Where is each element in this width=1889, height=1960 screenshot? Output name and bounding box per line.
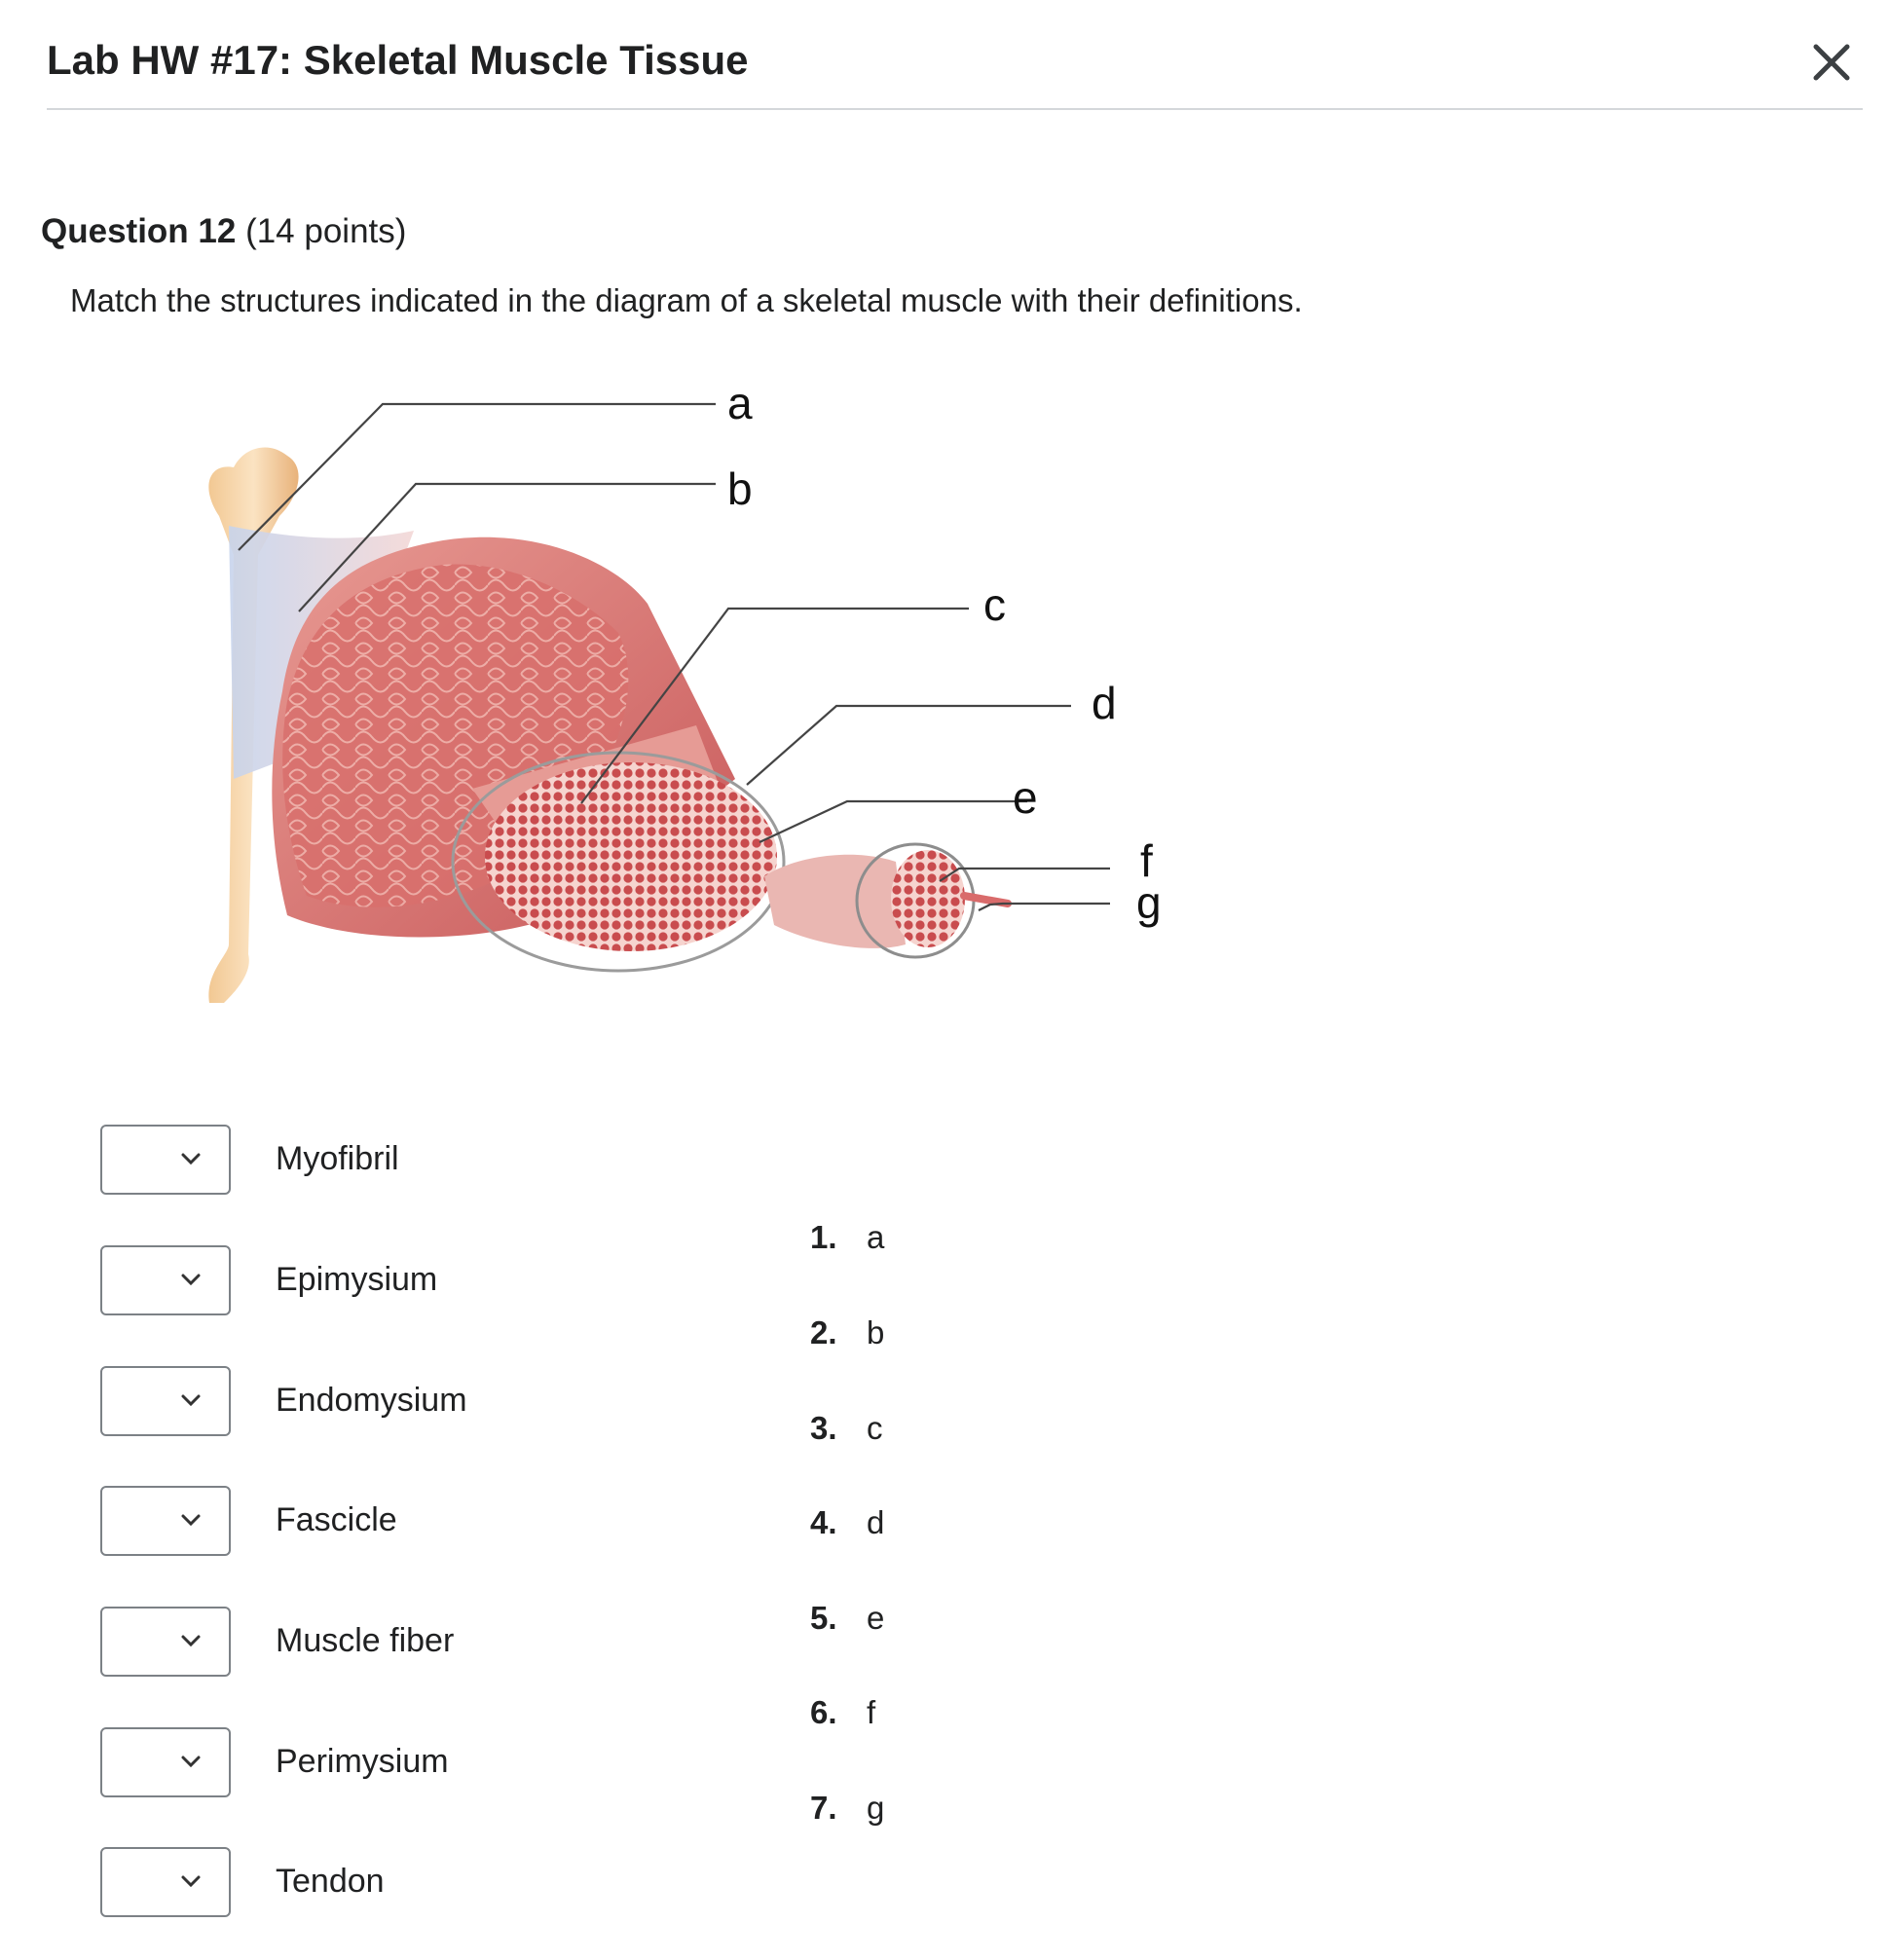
diagram-label-g: g bbox=[1136, 877, 1162, 928]
answer-item bbox=[810, 1219, 884, 1268]
term-label: Endomysium bbox=[276, 1382, 467, 1419]
answer-item bbox=[810, 1790, 884, 1838]
question-prompt: Match the structures indicated in the diagram of a skeletal muscle with their definitions. bbox=[70, 282, 1303, 318]
question-points: (14 points) bbox=[245, 212, 407, 250]
muscle-diagram bbox=[190, 370, 1203, 1022]
header-divider bbox=[47, 108, 1863, 110]
chevron-down-icon bbox=[180, 1634, 202, 1647]
dialog-header bbox=[47, 18, 1863, 109]
answer-number: 2. bbox=[810, 1314, 837, 1350]
page-title: Lab HW #17: Skeletal Muscle Tissue bbox=[47, 37, 749, 83]
answer-text: f bbox=[867, 1694, 876, 1730]
term-label: Epimysium bbox=[276, 1261, 438, 1298]
match-select-epimysium[interactable] bbox=[100, 1245, 231, 1315]
answer-number: 1. bbox=[810, 1219, 837, 1255]
match-select-perimysium[interactable] bbox=[100, 1727, 231, 1797]
term-label: Fascicle bbox=[276, 1501, 397, 1538]
match-select-fascicle[interactable] bbox=[100, 1486, 231, 1556]
answer-item bbox=[810, 1314, 884, 1363]
answer-item bbox=[810, 1694, 875, 1743]
answer-text: g bbox=[867, 1790, 885, 1826]
term-label: Myofibril bbox=[276, 1140, 399, 1177]
answer-number: 4. bbox=[810, 1504, 837, 1540]
term-label: Perimysium bbox=[276, 1743, 449, 1780]
answer-item bbox=[810, 1504, 884, 1553]
chevron-down-icon bbox=[180, 1152, 202, 1165]
question-number: Question 12 bbox=[41, 212, 237, 250]
answer-number: 5. bbox=[810, 1600, 837, 1636]
answer-number: 7. bbox=[810, 1790, 837, 1826]
answer-item bbox=[810, 1410, 883, 1459]
muscle-fiber bbox=[764, 855, 906, 948]
match-select-tendon[interactable] bbox=[100, 1847, 231, 1917]
term-label: Tendon bbox=[276, 1863, 385, 1900]
myofibril-bundle bbox=[891, 850, 965, 947]
chevron-down-icon bbox=[180, 1393, 202, 1407]
answer-text: b bbox=[867, 1314, 885, 1350]
myofibril bbox=[964, 896, 1008, 904]
fascicle-cross-section bbox=[485, 762, 777, 951]
chevron-down-icon bbox=[180, 1755, 202, 1768]
answer-text: e bbox=[867, 1600, 885, 1636]
term-label: Muscle fiber bbox=[276, 1622, 455, 1659]
chevron-down-icon bbox=[180, 1273, 202, 1286]
diagram-label-c: c bbox=[983, 579, 1006, 630]
diagram-label-d: d bbox=[1092, 678, 1117, 728]
diagram-label-a: a bbox=[727, 378, 753, 428]
match-select-endomysium[interactable] bbox=[100, 1366, 231, 1436]
answer-text: c bbox=[867, 1410, 883, 1446]
close-icon[interactable] bbox=[1800, 31, 1863, 93]
answer-number: 6. bbox=[810, 1694, 837, 1730]
answer-item bbox=[810, 1600, 884, 1648]
question-heading bbox=[41, 212, 406, 251]
diagram-label-f: f bbox=[1140, 835, 1153, 886]
chevron-down-icon bbox=[180, 1513, 202, 1527]
answer-number: 3. bbox=[810, 1410, 837, 1446]
diagram-label-b: b bbox=[727, 463, 753, 514]
chevron-down-icon bbox=[180, 1874, 202, 1888]
match-select-myofibril[interactable] bbox=[100, 1125, 231, 1195]
answer-text: a bbox=[867, 1219, 885, 1255]
diagram-label-e: e bbox=[1013, 772, 1038, 823]
match-select-muscle-fiber[interactable] bbox=[100, 1607, 231, 1677]
answer-text: d bbox=[867, 1504, 885, 1540]
